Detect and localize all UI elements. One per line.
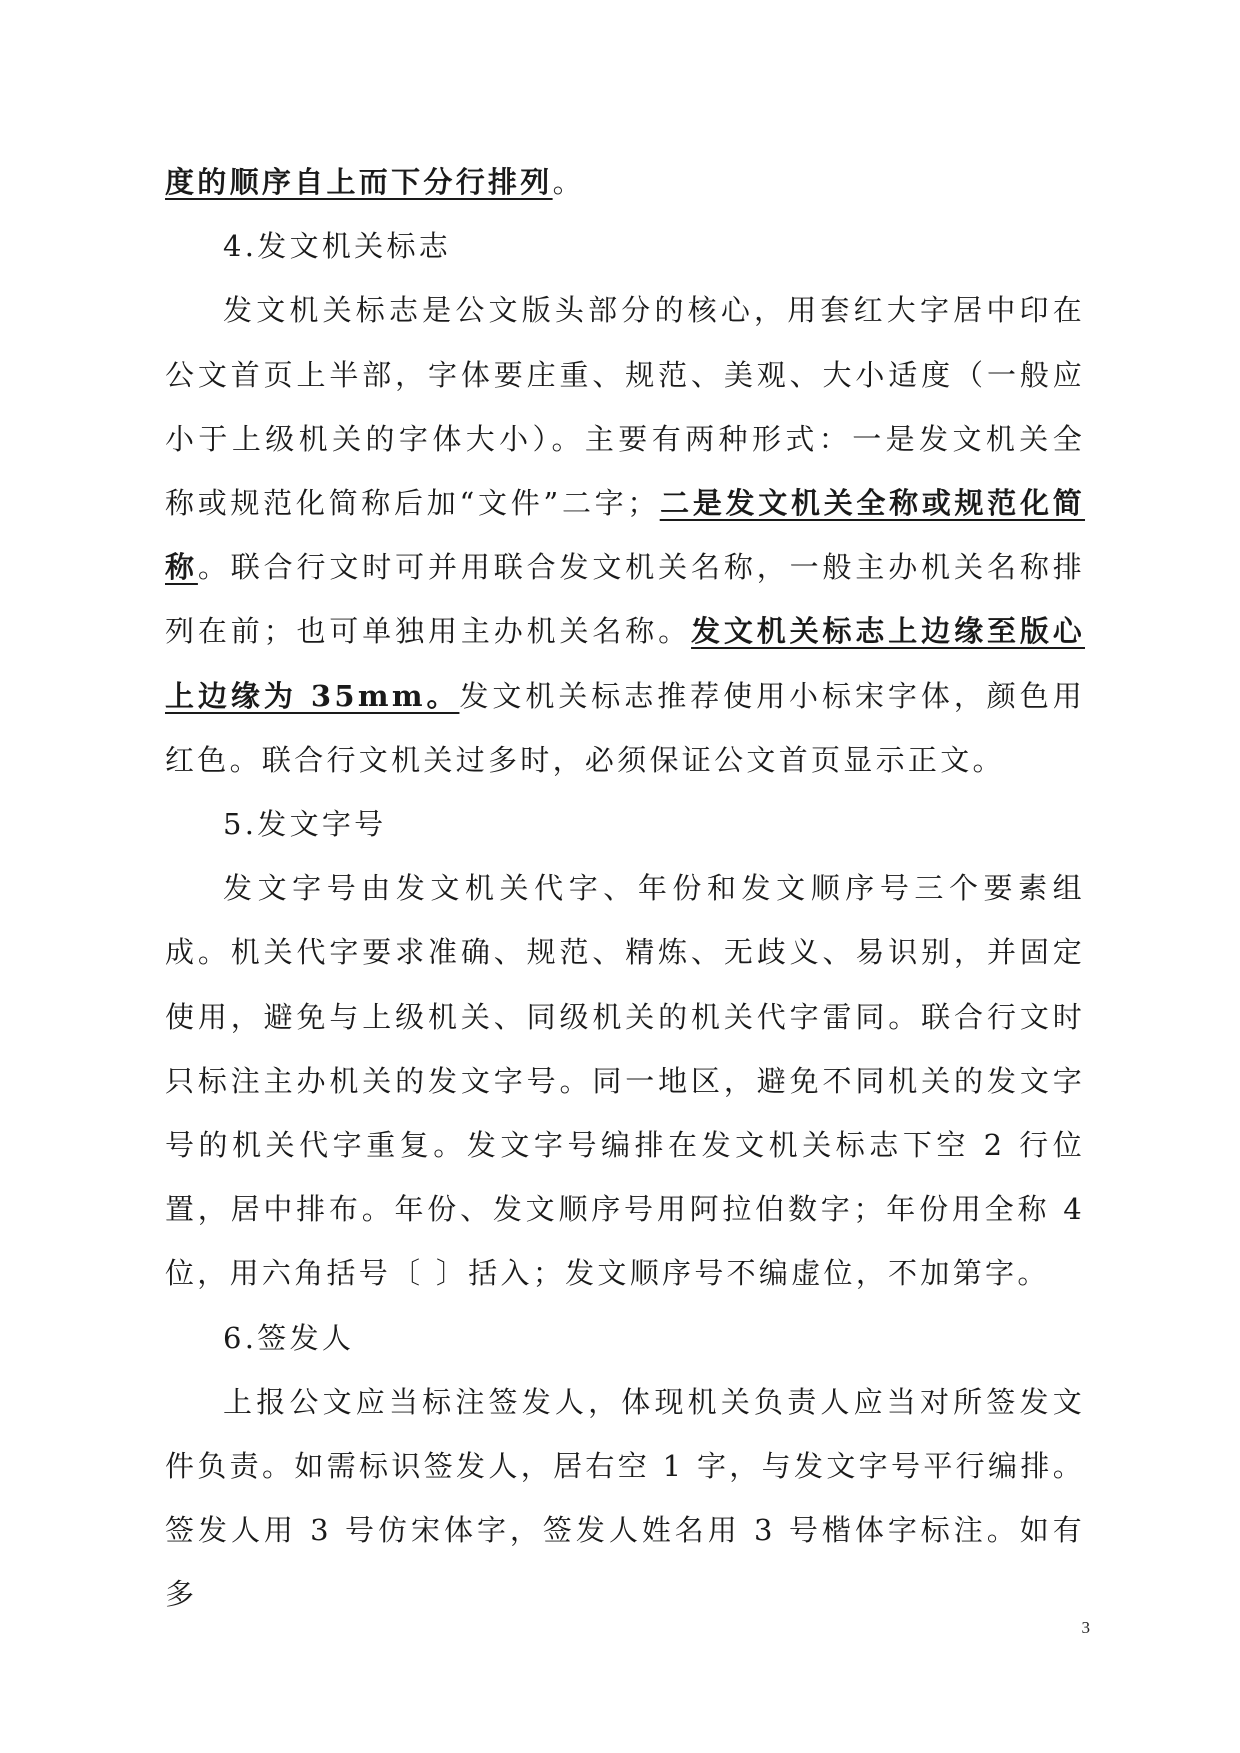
page-number: 3 bbox=[1081, 1618, 1090, 1637]
text-run: 。 bbox=[552, 165, 585, 199]
paragraph-continuation bbox=[165, 150, 1085, 214]
section-heading-4: 4.发文机关标志 bbox=[223, 229, 452, 264]
paragraph-signer: 上报公文应当标注签发人，体现机关负责人应当对所签发文件负责。如需标识签发人，居右空 1 字，与发文字号平行编排。签发人用 3 号仿宋体字，签发人姓名用 3 号楷体字标注。如有多 bbox=[165, 1384, 1085, 1612]
paragraph-document-number: 发文字号由发文机关代字、年份和发文顺序号三个要素组成。机关代字要求准确、规范、精炼、无歧义、易识别，并固定使用，避免与上级机关、同级机关的机关代字雷同。联合行文时只标注主办机关的发文字号。同一地区，避免不同机关的发文字号的机关代字重复。发文字号编排在发文机关标志下空 2 行位置，居中排布。年份、发文顺序号用阿拉伯数字；年份用全称 4 位，用六角括号〔 〕括入；发文顺序号不编虚位，不加第字。 bbox=[165, 871, 1085, 1291]
text-run: 发文机关标志推荐使用小标宋字体，颜色用红色。联合行文机关过多时，必须保证公文首页显示正文。 bbox=[165, 678, 1085, 777]
underlined-emphasis: 度的顺序自上而下分行排列 bbox=[165, 165, 553, 199]
paragraph-issuing-authority-mark bbox=[165, 278, 1085, 792]
section-heading-6: 6.签发人 bbox=[223, 1320, 355, 1355]
text-run: 。联合行文时可并用联合发文机关名称，一般主办机关名称排列在前；也可单独用主办机关名称。 bbox=[165, 550, 1085, 649]
underlined-emphasis: 发文机关标志上边缘至版心上边缘为 35mm。 bbox=[165, 614, 1085, 713]
text-run: 发文机关标志是公文版头部分的核心，用套红大字居中印在公文首页上半部，字体要庄重、规范、美观、大小适度（一般应小于上级机关的字体大小）。主要有两种形式：一是发文机关全称或规范化简称后加“文件”二字； bbox=[165, 293, 1085, 521]
body-text bbox=[165, 150, 1085, 1627]
underlined-emphasis: 二是发文机关全称或规范化简称 bbox=[165, 486, 1086, 585]
section-heading-5: 5.发文字号 bbox=[223, 807, 387, 842]
